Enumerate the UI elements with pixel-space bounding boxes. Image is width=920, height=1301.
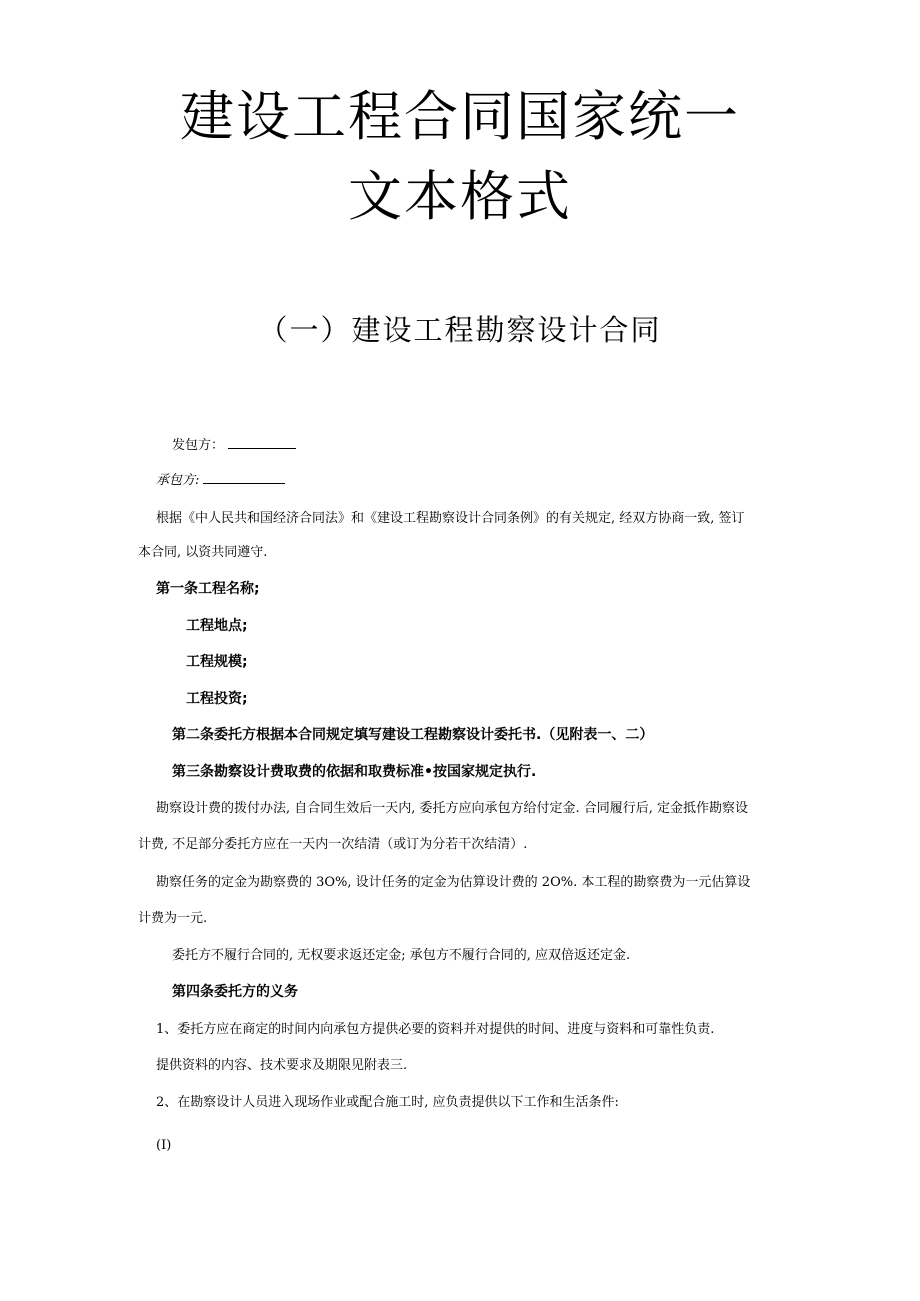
document-title-line-2: 文本格式	[348, 165, 572, 228]
contractor-label: 承包方:	[156, 473, 200, 488]
contractor-field	[156, 474, 285, 487]
contractor-blank	[203, 483, 285, 484]
article-1-investment: 工程投资;	[186, 691, 248, 707]
deposit-paragraph-line-2: 计费为一元.	[138, 911, 208, 926]
document-title-line-1: 建设工程合同国家统一	[180, 85, 740, 148]
breach-paragraph: 委托方不履行合同的, 无权要求返还定金; 承包方不履行合同的, 应双倍返还定金.	[172, 948, 631, 963]
article-4-heading: 第四条委托方的义务	[172, 984, 298, 1000]
article-1-location: 工程地点;	[186, 618, 248, 634]
payment-paragraph-line-1: 勘察设计费的拨付办法, 自合同生效后一天内, 委托方应向承包方给付定金. 合同履行后, 定金抵作勘察设	[156, 801, 749, 816]
article-1-heading: 第一条工程名称;	[156, 581, 260, 597]
article-2-heading: 第二条委托方根据本合同规定填写建设工程勘察设计委托书.（见附表一、二）	[172, 727, 654, 743]
client-blank	[228, 448, 296, 449]
article-3-heading: 第三条勘察设计费取费的依据和取费标准•按国家规定执行.	[172, 764, 537, 780]
list-item-1-marker: (I)	[156, 1138, 172, 1153]
intro-paragraph-line-2: 本合同, 以资共同遵守.	[138, 545, 268, 560]
document-subtitle: （一）建设工程勘察设计合同	[258, 313, 662, 347]
intro-paragraph-line-1: 根据《中人民共和国经济合同法》和《建设工程勘察设计合同条例》的有关规定, 经双方协商一致, 签订	[156, 511, 745, 526]
deposit-paragraph-line-1: 勘察任务的定金为勘察费的 3O%, 设计任务的定金为估算设计费的 2O%. 本工程的勘察费为一元估算设	[156, 875, 751, 890]
duty-1-sub: 提供资料的内容、技术要求及期限见附表三.	[156, 1058, 408, 1073]
duty-1: 1、委托方应在商定的时间内向承包方提供必要的资料并对提供的时间、进度与资料和可靠性负责.	[156, 1022, 715, 1037]
payment-paragraph-line-2: 计费, 不足部分委托方应在一天内一次结清（或订为分若干次结清）.	[138, 837, 528, 852]
duty-2: 2、在勘察设计人员进入现场作业或配合施工时, 应负责提供以下工作和生活条件:	[156, 1095, 619, 1110]
client-field	[172, 439, 296, 452]
client-label: 发包方：	[172, 438, 225, 453]
article-1-scale: 工程规模;	[186, 654, 248, 670]
